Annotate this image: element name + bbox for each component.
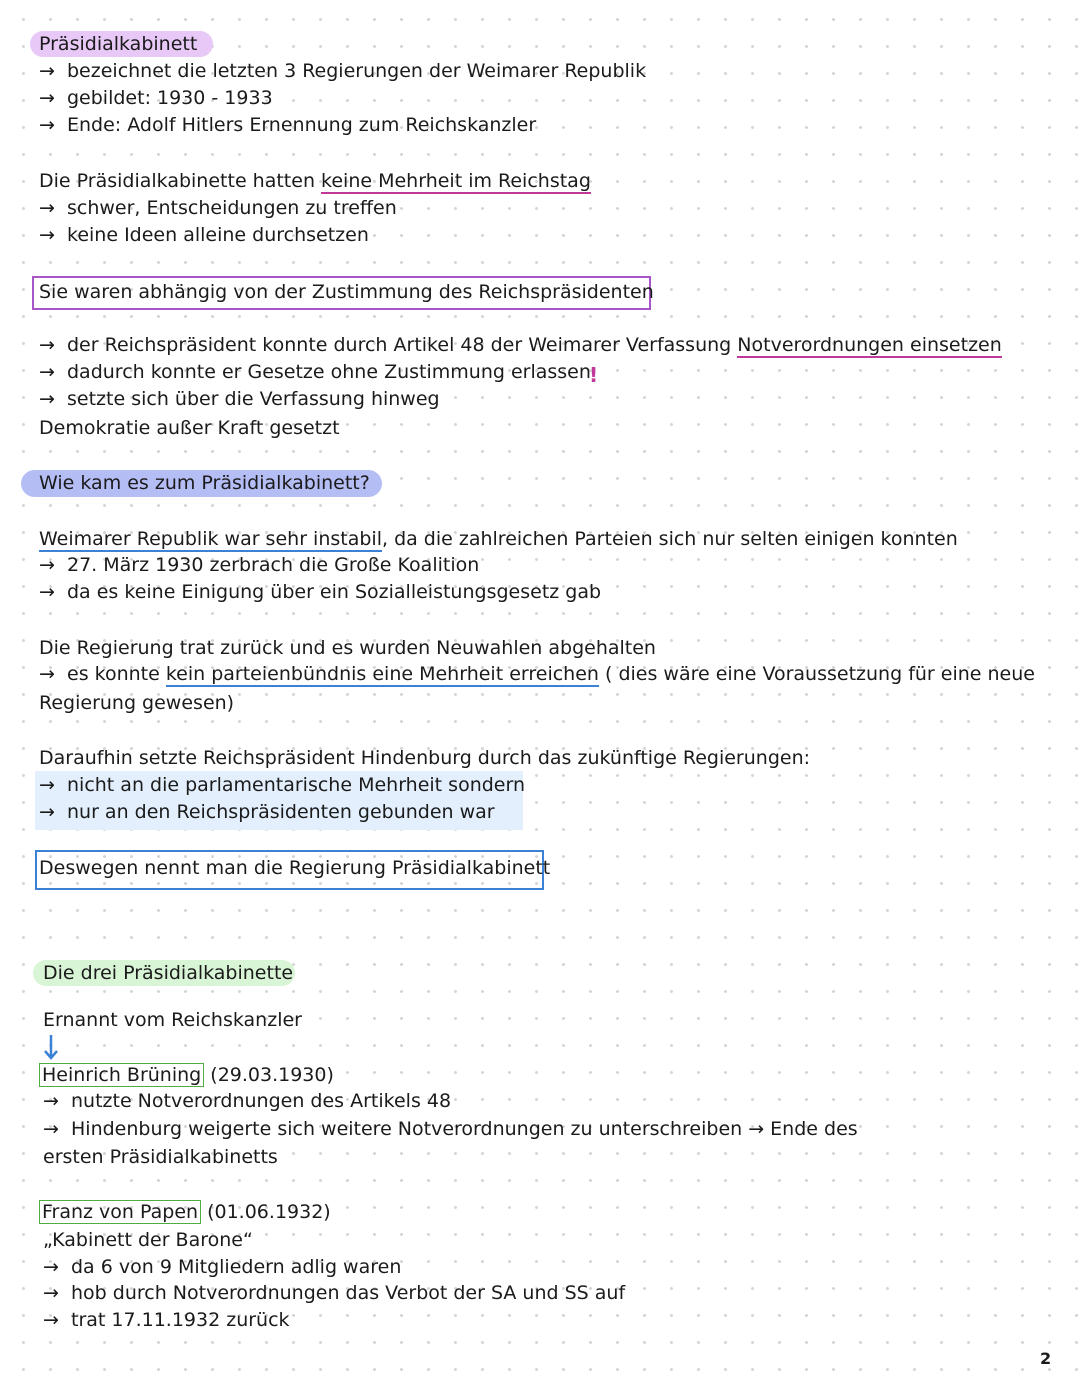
- boxed-statement: Sie waren abhängig von der Zustimmung des Reichspräsidenten: [39, 281, 654, 303]
- list-item: → Hindenburg weigerte sich weitere Notverordnungen zu unterschreiben → Ende des: [43, 1118, 858, 1140]
- list-item: → dadurch konnte er Gesetze ohne Zustimmung erlassen: [39, 361, 591, 383]
- section-heading: Die drei Präsidialkabinette: [43, 962, 294, 984]
- boxed-statement: Deswegen nennt man die Regierung Präsidialkabinett: [39, 857, 551, 879]
- paragraph: Demokratie außer Kraft gesetzt: [39, 417, 340, 439]
- list-item: → nur an den Reichspräsidenten gebunden war: [39, 801, 495, 823]
- paragraph: Daraufhin setzte Reichspräsident Hindenburg durch das zukünftige Regierungen:: [39, 747, 811, 769]
- page-number: 2: [1040, 1349, 1052, 1368]
- list-item: → da 6 von 9 Mitgliedern adlig waren: [43, 1256, 402, 1278]
- paragraph: Ernannt vom Reichskanzler: [43, 1009, 302, 1031]
- list-item: → keine Ideen alleine durchsetzen: [39, 224, 369, 246]
- exclamation-mark: !: [589, 363, 599, 387]
- paragraph: ersten Präsidialkabinetts: [43, 1146, 278, 1168]
- list-item: → der Reichspräsident konnte durch Artikel 48 der Weimarer Verfassung Notverordnungen einsetzen: [39, 334, 1002, 356]
- list-item: → schwer, Entscheidungen zu treffen: [39, 197, 397, 219]
- list-item: → setzte sich über die Verfassung hinweg: [39, 388, 440, 410]
- person-heading: Heinrich Brüning (29.03.1930): [39, 1062, 334, 1088]
- list-item: → Ende: Adolf Hitlers Ernennung zum Reichskanzler: [39, 114, 537, 136]
- list-item: → es konnte kein parteienbündnis eine Mehrheit erreichen ( dies wäre eine Voraussetzung für eine neue: [39, 663, 1035, 685]
- list-item: → 27. März 1930 zerbrach die Große Koalition: [39, 554, 480, 576]
- down-arrow-icon: [41, 1034, 61, 1062]
- paragraph: „Kabinett der Barone“: [43, 1229, 253, 1251]
- list-item: → da es keine Einigung über ein Sozialleistungsgesetz gab: [39, 581, 602, 603]
- list-item: → nutzte Notverordnungen des Artikels 48: [43, 1090, 452, 1112]
- page-title: Präsidialkabinett: [39, 33, 198, 55]
- list-item: → nicht an die parlamentarische Mehrheit sondern: [39, 774, 526, 796]
- list-item: → gebildet: 1930 - 1933: [39, 87, 273, 109]
- paragraph: Regierung gewesen): [39, 692, 235, 714]
- list-item: → bezeichnet die letzten 3 Regierungen der Weimarer Republik: [39, 60, 647, 82]
- paragraph: Weimarer Republik war sehr instabil, da die zahlreichen Parteien sich nur selten einigen konnten: [39, 528, 958, 550]
- person-heading: Franz von Papen (01.06.1932): [39, 1199, 331, 1225]
- paragraph: Die Präsidialkabinette hatten keine Mehrheit im Reichstag: [39, 170, 591, 192]
- list-item: → trat 17.11.1932 zurück: [43, 1309, 290, 1331]
- paragraph: Die Regierung trat zurück und es wurden Neuwahlen abgehalten: [39, 637, 656, 659]
- list-item: → hob durch Notverordnungen das Verbot der SA und SS auf: [43, 1282, 626, 1304]
- section-heading: Wie kam es zum Präsidialkabinett?: [39, 472, 370, 494]
